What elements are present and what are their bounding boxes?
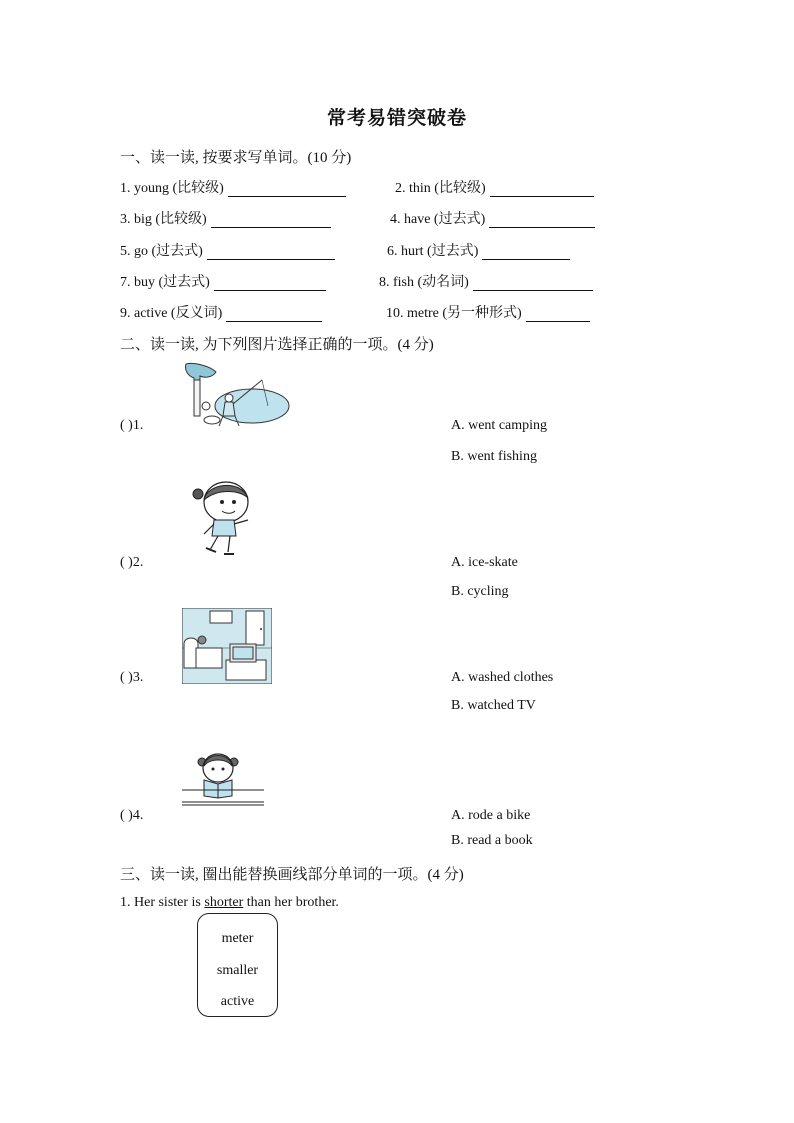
choice-box: [197, 913, 278, 1017]
word-question-10: 10. metre (另一种形式): [386, 302, 590, 322]
question-2-1-option-a[interactable]: A. went camping: [451, 418, 548, 433]
skating-girl-picture: [184, 480, 254, 558]
word-question-5: 5. go (过去式): [120, 240, 335, 260]
answer-blank-8[interactable]: [473, 276, 593, 291]
question-2-1-paren[interactable]: ( )1.: [120, 418, 144, 433]
girl-reading-picture: [182, 748, 266, 808]
question-2-4-option-b[interactable]: B. read a book: [451, 833, 533, 848]
question-2-2-option-b[interactable]: B. cycling: [451, 584, 509, 599]
word-question-8: 8. fish (动名词): [379, 271, 593, 291]
choice-option-3[interactable]: active: [220, 994, 255, 1009]
question-2-3-paren[interactable]: ( )3.: [120, 670, 144, 685]
living-room-tv-picture: [182, 608, 272, 684]
answer-blank-7[interactable]: [214, 276, 326, 291]
question-2-2-option-a[interactable]: A. ice-skate: [451, 555, 518, 570]
word-question-2: 2. thin (比较级): [395, 177, 594, 197]
answer-blank-9[interactable]: [226, 307, 322, 322]
question-2-2-paren[interactable]: ( )2.: [120, 555, 144, 570]
answer-blank-2[interactable]: [490, 182, 594, 197]
answer-blank-5[interactable]: [207, 245, 335, 260]
word-question-4: 4. have (过去式): [390, 208, 595, 228]
word-question-9: 9. active (反义词): [120, 302, 322, 322]
underlined-word: shorter: [204, 895, 244, 910]
choice-option-2[interactable]: smaller: [216, 963, 259, 978]
section-2-heading: 二、读一读, 为下列图片选择正确的一项。(4 分): [120, 337, 434, 353]
choice-option-1[interactable]: meter: [221, 931, 254, 946]
section-3-heading: 三、读一读, 圈出能替换画线部分单词的一项。(4 分): [120, 867, 464, 883]
question-2-3-option-a[interactable]: A. washed clothes: [451, 670, 554, 685]
question-2-4-option-a[interactable]: A. rode a bike: [451, 808, 531, 823]
answer-blank-10[interactable]: [526, 307, 590, 322]
answer-blank-3[interactable]: [211, 213, 331, 228]
word-question-6: 6. hurt (过去式): [387, 240, 570, 260]
section-1-heading: 一、读一读, 按要求写单词。(10 分): [120, 150, 352, 166]
section-3-question-1: 1. Her sister is shorter than her brother.: [120, 895, 339, 910]
question-2-3-option-b[interactable]: B. watched TV: [451, 698, 536, 713]
fishing-picture: [182, 362, 290, 432]
page-title: 常考易错突破卷: [326, 108, 467, 129]
answer-blank-4[interactable]: [489, 213, 595, 228]
word-question-7: 7. buy (过去式): [120, 271, 326, 291]
question-2-1-option-b[interactable]: B. went fishing: [451, 449, 537, 464]
answer-blank-1[interactable]: [228, 182, 346, 197]
word-question-1: 1. young (比较级): [120, 177, 346, 197]
question-2-4-paren[interactable]: ( )4.: [120, 808, 144, 823]
word-question-3: 3. big (比较级): [120, 208, 331, 228]
answer-blank-6[interactable]: [482, 245, 570, 260]
